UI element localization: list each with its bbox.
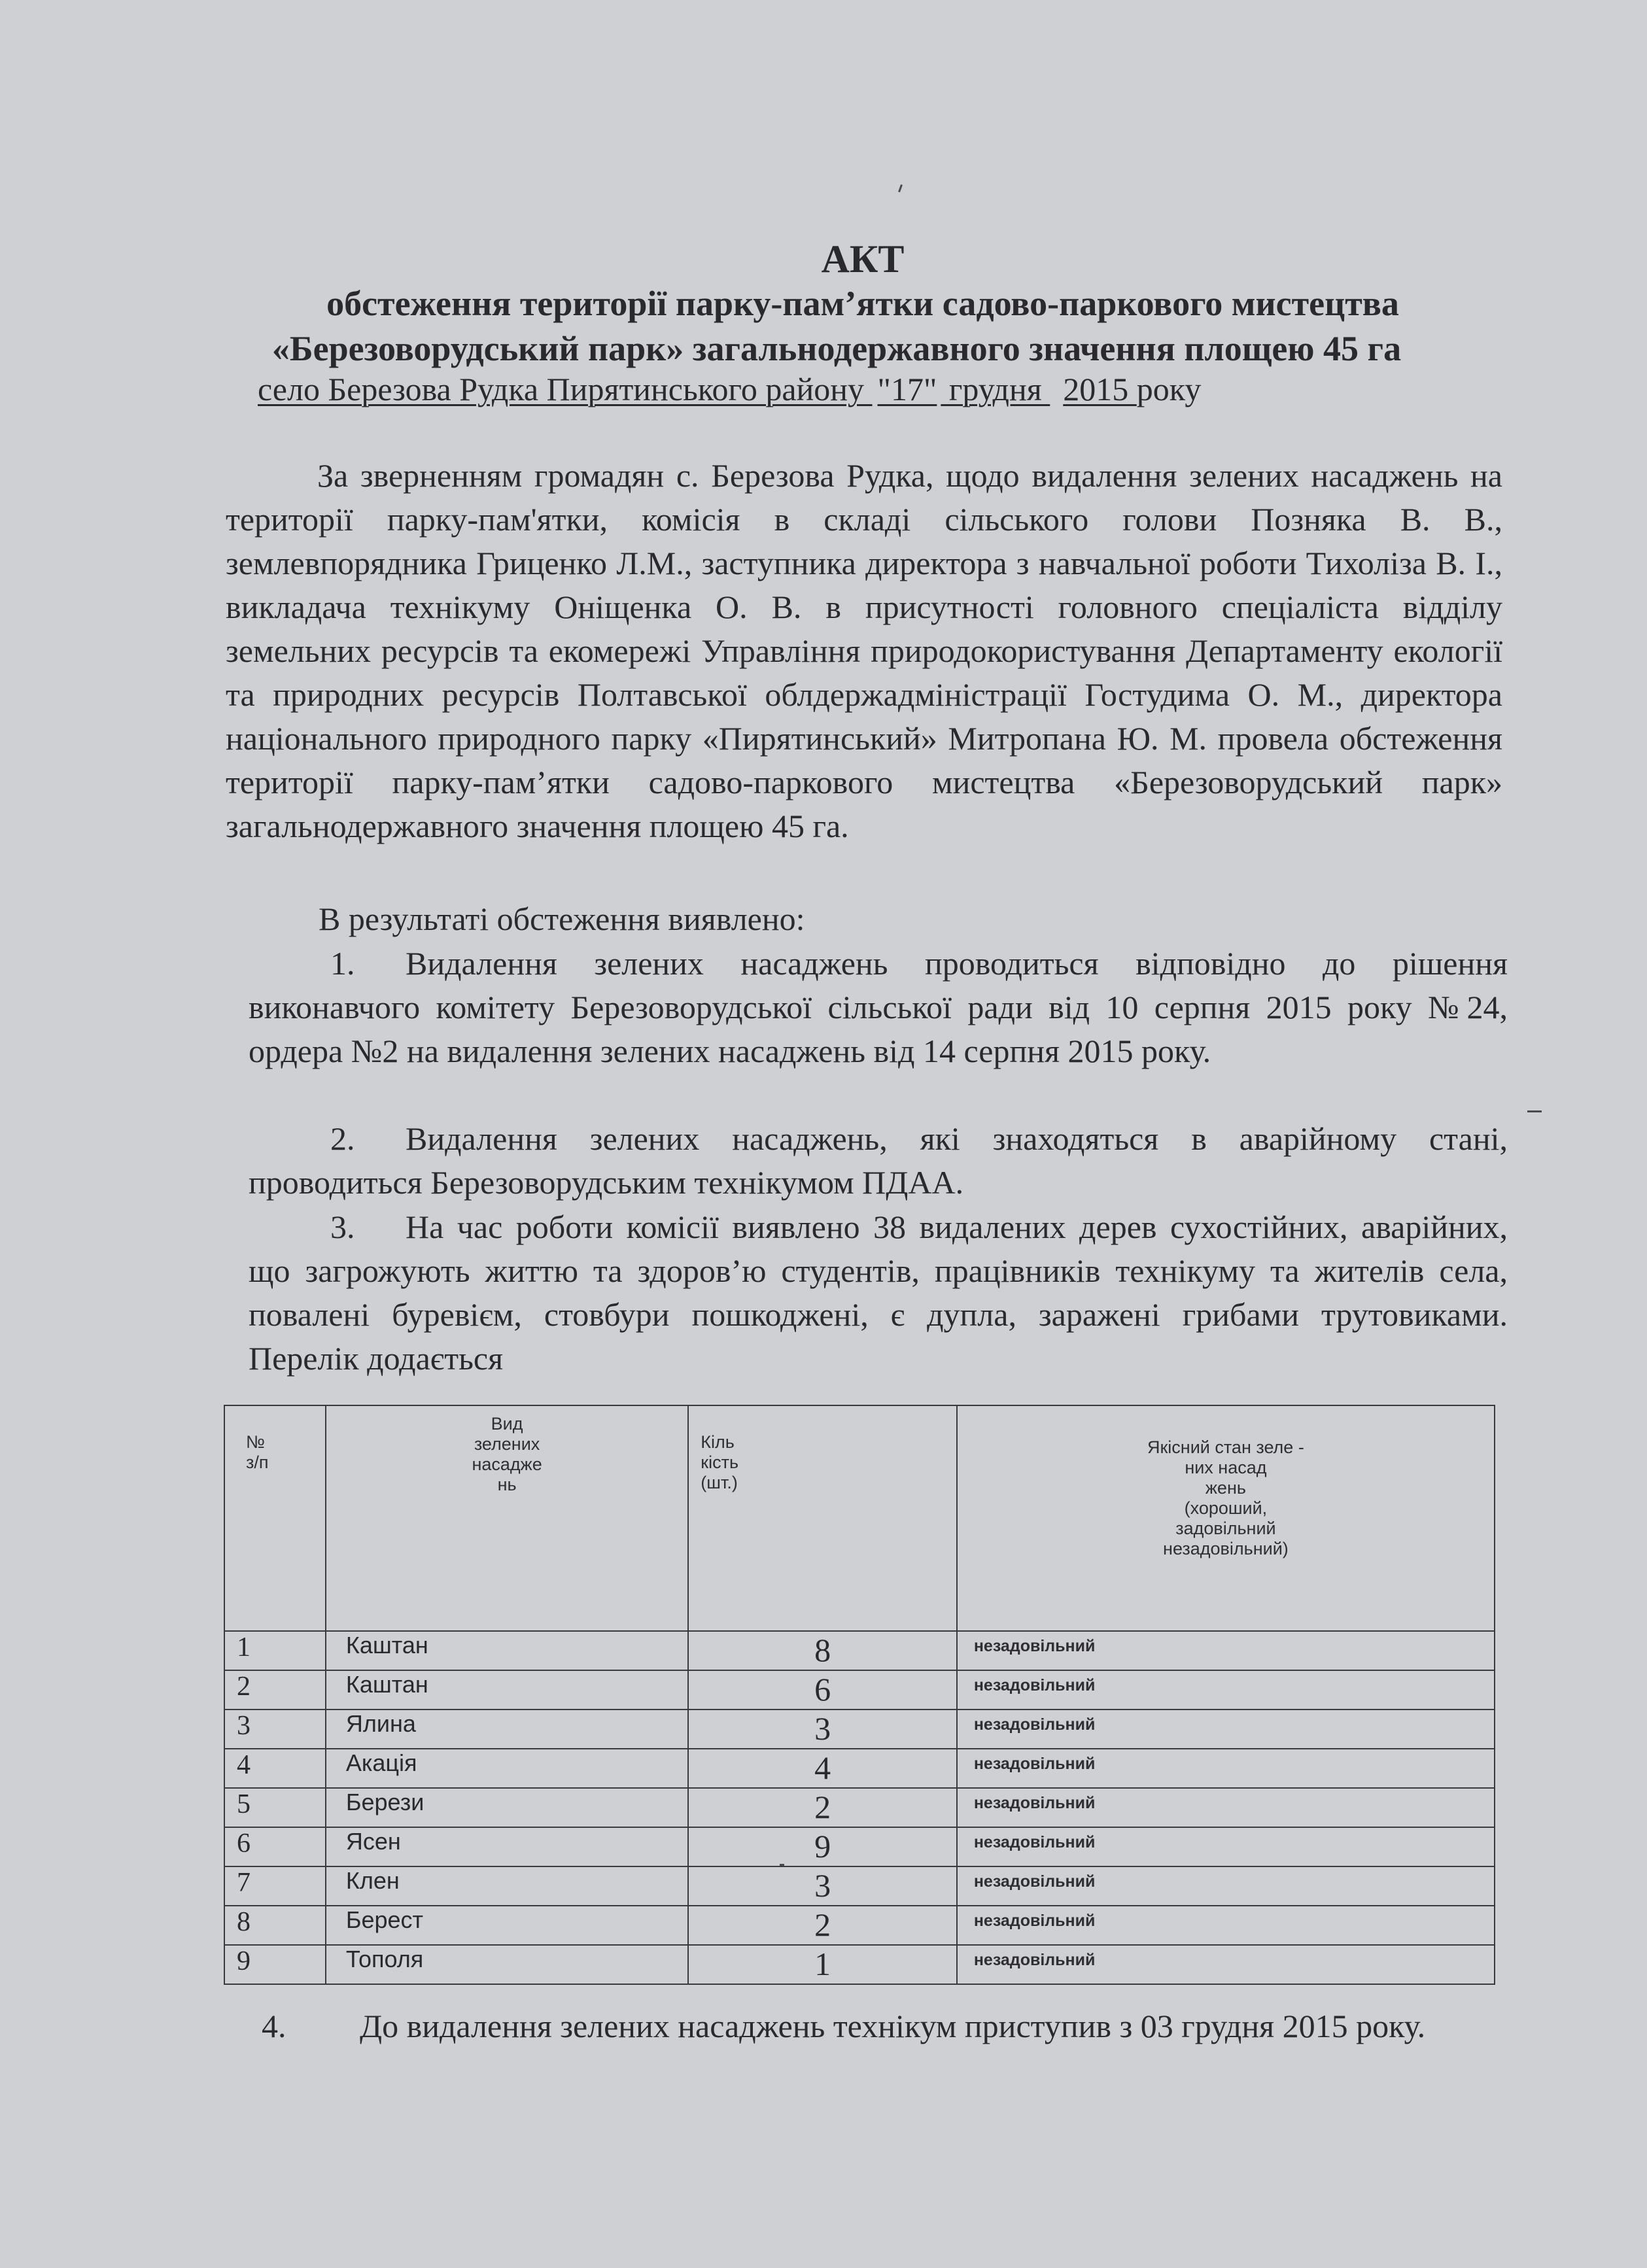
row-species: Ясен xyxy=(326,1827,688,1866)
table-row xyxy=(224,1710,1495,1749)
finding-number: 4. xyxy=(262,2008,286,2044)
intro-section xyxy=(226,454,1502,848)
header-species: Вид зелених насадже нь xyxy=(326,1405,688,1631)
row-quantity: 3 xyxy=(688,1710,957,1749)
finding-number: 3. xyxy=(330,1209,355,1245)
table-row xyxy=(224,1906,1495,1945)
finding-text: Видалення зелених насаджень проводиться відповідно до рішення виконавчого комітету Березоворудської сільської ради від 10 серпня 2015 року №24, ордера №2 на видалення зелених насаджень від 14 серпня 2015 року. xyxy=(249,945,1508,1069)
row-species: Берези xyxy=(326,1788,688,1827)
row-species: Акація xyxy=(326,1749,688,1788)
finding-text: На час роботи комісії виявлено 38 видалених дерев сухостійних, аварійних, що загрожують життю та здоров’ю студентів, працівників технікуму та жителів села, повалені буревієм, стовбури пошкоджені, є дупла, заражені грибами трутовиками. Перелік додається xyxy=(249,1209,1508,1377)
date-month: грудня xyxy=(941,371,1050,407)
header-condition: Якісний стан зеле - них насад жень (хороший, задовільний незадовільний) xyxy=(957,1405,1495,1631)
row-quantity: 1 xyxy=(688,1945,957,1984)
row-number: 3 xyxy=(224,1710,326,1749)
row-condition: незадовільний xyxy=(957,1670,1495,1710)
row-number: 5 xyxy=(224,1788,326,1827)
row-condition: незадовільний xyxy=(957,1827,1495,1866)
table-row xyxy=(224,1945,1495,1984)
finding-4 xyxy=(262,2004,1521,2048)
row-condition: незадовільний xyxy=(957,1866,1495,1906)
table-header-row xyxy=(224,1405,1495,1631)
row-quantity: 8 xyxy=(688,1631,957,1670)
table-row xyxy=(224,1866,1495,1906)
location: село Березова Рудка Пирятинського району xyxy=(258,371,873,407)
table-row xyxy=(224,1749,1495,1788)
row-number: 2 xyxy=(224,1670,326,1710)
row-number: 1 xyxy=(224,1631,326,1670)
finding-3 xyxy=(249,1205,1508,1381)
document-title: АКТ xyxy=(821,237,905,281)
row-quantity: 2 xyxy=(688,1788,957,1827)
finding-number: 1. xyxy=(330,945,355,982)
date-year: 2015 xyxy=(1063,371,1137,407)
scan-speck xyxy=(780,1864,784,1866)
location-date-line xyxy=(258,370,1201,408)
intro-paragraph: За зверненням громадян с. Березова Рудка, щодо видалення зелених насаджень на території парку-пам'ятки, комісія в складі сільського голови Позняка В. В., землевпорядника Гриценко Л.М., заступника директора з навчальної роботи Тихоліза В. І., викладача технікуму Оніщенка О. В. в присутності головного спеціаліста відділу земельних ресурсів та екомережі Управління природокористування Департаменту екології та природних ресурсів Полтавської облдержадміністрації Гостудима О. М., директора національного природного парку «Пирятинський» Митропана Ю. М. провела обстеження території парку-пам’ятки садово-паркового мистецтва «Березоворудський парк» загальнодержавного значення площею 45 га. xyxy=(226,457,1502,844)
row-condition: незадовільний xyxy=(957,1749,1495,1788)
row-number: 9 xyxy=(224,1945,326,1984)
row-condition: незадовільний xyxy=(957,1710,1495,1749)
row-condition: незадовільний xyxy=(957,1945,1495,1984)
row-species: Берест xyxy=(326,1906,688,1945)
document-subtitle-line1: обстеження території парку-пам’ятки садово-паркового мистецтва xyxy=(326,284,1399,323)
table-row xyxy=(224,1631,1495,1670)
row-condition: незадовільний xyxy=(957,1631,1495,1670)
row-quantity: 2 xyxy=(688,1906,957,1945)
date-day: "17" xyxy=(877,371,937,407)
scan-speck xyxy=(898,184,903,192)
header-quantity: Кіль кість (шт.) xyxy=(688,1405,957,1631)
row-quantity: 3 xyxy=(688,1866,957,1906)
finding-2 xyxy=(249,1117,1508,1205)
row-quantity: 4 xyxy=(688,1749,957,1788)
finding-text: До видалення зелених насаджень технікум приступив з 03 грудня 2015 року. xyxy=(360,2008,1426,2044)
row-species: Тополя xyxy=(326,1945,688,1984)
finding-1 xyxy=(249,942,1508,1073)
row-quantity: 6 xyxy=(688,1670,957,1710)
row-condition: незадовільний xyxy=(957,1788,1495,1827)
date-year-suffix: року xyxy=(1136,371,1202,407)
header-number: № з/п xyxy=(224,1405,326,1631)
row-species: Клен xyxy=(326,1866,688,1906)
scan-speck xyxy=(1527,1110,1542,1112)
row-condition: незадовільний xyxy=(957,1906,1495,1945)
finding-number: 2. xyxy=(330,1120,355,1157)
table-row xyxy=(224,1670,1495,1710)
table-row xyxy=(224,1827,1495,1866)
row-number: 8 xyxy=(224,1906,326,1945)
row-number: 4 xyxy=(224,1749,326,1788)
row-species: Ялина xyxy=(326,1710,688,1749)
row-species: Каштан xyxy=(326,1631,688,1670)
row-species: Каштан xyxy=(326,1670,688,1710)
removed-trees-table xyxy=(224,1405,1495,1985)
row-number: 7 xyxy=(224,1866,326,1906)
results-intro: В результаті обстеження виявлено: xyxy=(319,901,805,937)
table-row xyxy=(224,1788,1495,1827)
row-quantity: 9 xyxy=(688,1827,957,1866)
document-subtitle-line2: «Березоворудський парк» загальнодержавного значення площею 45 га xyxy=(271,329,1402,368)
finding-text: Видалення зелених насаджень, які знаходяться в аварійному стані, проводиться Березоворудським технікумом ПДАА. xyxy=(249,1120,1508,1201)
row-number: 6 xyxy=(224,1827,326,1866)
